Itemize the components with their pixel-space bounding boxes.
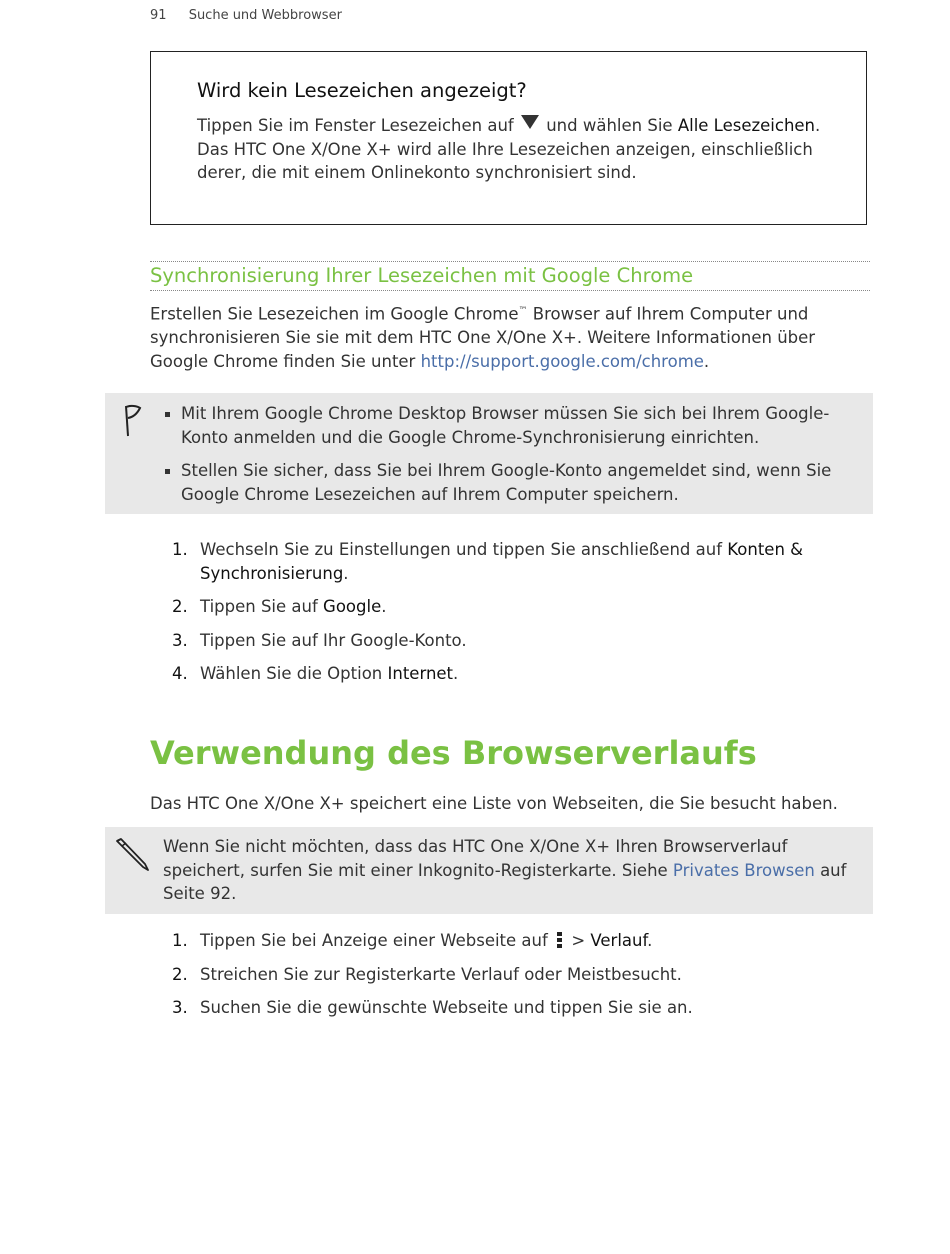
- step-item: [150, 996, 850, 1020]
- step-item: [150, 963, 850, 987]
- step-bold: Internet: [387, 664, 454, 683]
- chrome-support-link[interactable]: http://support.google.com/chrome: [420, 351, 704, 371]
- step-item: [150, 538, 850, 585]
- dropdown-triangle-icon: [521, 115, 539, 129]
- sync-section-title: Synchronisierung Ihrer Lesezeichen mit Google Chrome: [150, 264, 694, 287]
- step-number: 1.: [172, 931, 188, 950]
- note-list: [165, 402, 855, 516]
- step-item: [150, 595, 850, 619]
- history-intro: Das HTC One X/One X+ speichert eine Liste von Webseiten, die Sie besucht haben.: [150, 794, 838, 813]
- step-bold: Konten & Synchronisierung: [200, 540, 804, 583]
- step-end: .: [381, 597, 387, 616]
- sync-text: Erstellen Sie Lesezeichen im Google Chrome: [150, 304, 519, 324]
- history-heading: Verwendung des Browserverlaufs: [150, 734, 757, 772]
- note-item: Mit Ihrem Google Chrome Desktop Browser müssen Sie sich bei Ihrem Google-Konto anmelden und die Google Chrome-Synchronisierung einrichten.: [165, 402, 855, 449]
- step-text: Tippen Sie bei Anzeige einer Webseite auf: [200, 931, 548, 950]
- step-number: 3.: [172, 630, 188, 650]
- note-text: auf Seite 92.: [163, 860, 847, 903]
- sync-text: Browser auf Ihrem Computer und synchronisieren Sie sie mit dem HTC One X/One X+. Weitere Informationen über Google Chrome finden Sie unter: [150, 304, 816, 371]
- step-number: 2.: [172, 964, 188, 984]
- menu-dots-icon: [557, 932, 562, 949]
- step-number: 3.: [172, 998, 188, 1017]
- sync-paragraph: [150, 300, 850, 373]
- step-item: [150, 629, 850, 653]
- step-bold: Verlauf: [590, 931, 648, 950]
- tip-text-part: . Das HTC One X/One X+ wird alle Ihre Lesezeichen anzeigen, einschließlich derer, die mit einem Onlinekonto synchronisiert sind.: [197, 116, 821, 182]
- page-number: 91: [150, 8, 167, 23]
- history-steps: [150, 929, 850, 1030]
- note-box: [105, 827, 873, 914]
- tip-text-part: Tippen Sie im Fenster Lesezeichen auf: [197, 116, 514, 135]
- sync-steps: [150, 538, 850, 696]
- tip-text-part: und wählen Sie: [546, 116, 673, 135]
- step-bold: Google: [323, 597, 382, 616]
- step-number: 1.: [172, 540, 188, 559]
- note-box: [105, 393, 873, 514]
- step-item: [150, 929, 850, 953]
- page-header: [150, 8, 342, 23]
- tip-text: [197, 114, 837, 185]
- step-item: [150, 662, 850, 686]
- section-name: Suche und Webbrowser: [188, 8, 342, 23]
- step-end: .: [453, 664, 459, 683]
- step-end: .: [647, 931, 653, 950]
- step-text: Wählen Sie die Option: [200, 664, 388, 683]
- flag-icon: [121, 403, 145, 439]
- note-item: Stellen Sie sicher, dass Sie bei Ihrem Google-Konto angemeldet sind, wenn Sie Google Chrome Lesezeichen auf Ihrem Computer speichern.: [165, 459, 855, 506]
- section-rule-bottom: [150, 290, 870, 291]
- tip-box: [150, 51, 867, 225]
- sync-text: .: [703, 351, 710, 371]
- private-browsing-link[interactable]: Privates Browsen: [672, 860, 815, 880]
- history-note: [163, 835, 863, 906]
- step-end: .: [343, 563, 349, 583]
- tip-bold: Alle Lesezeichen: [677, 116, 816, 135]
- step-text: Tippen Sie auf: [200, 597, 324, 616]
- note-text: Wenn Sie nicht möchten, dass das HTC One X/One X+ Ihren Browserverlauf speichert, surfen Sie mit einer Inkognito-Registerkarte. Siehe: [163, 837, 788, 880]
- step-number: 4.: [172, 664, 188, 683]
- step-text: Wechseln Sie zu Einstellungen und tippen Sie anschließend auf: [200, 540, 728, 559]
- trademark: ™: [518, 306, 528, 316]
- section-rule-top: [150, 261, 870, 262]
- step-text: Suchen Sie die gewünschte Webseite und tippen Sie sie an.: [200, 998, 693, 1017]
- tip-title: Wird kein Lesezeichen angezeigt?: [197, 79, 527, 102]
- step-text: Streichen Sie zur Registerkarte Verlauf oder Meistbesucht.: [200, 964, 682, 984]
- step-number: 2.: [172, 597, 188, 616]
- step-text: Tippen Sie auf Ihr Google-Konto.: [200, 630, 467, 650]
- step-text: >: [571, 931, 591, 950]
- pencil-icon: [113, 837, 151, 873]
